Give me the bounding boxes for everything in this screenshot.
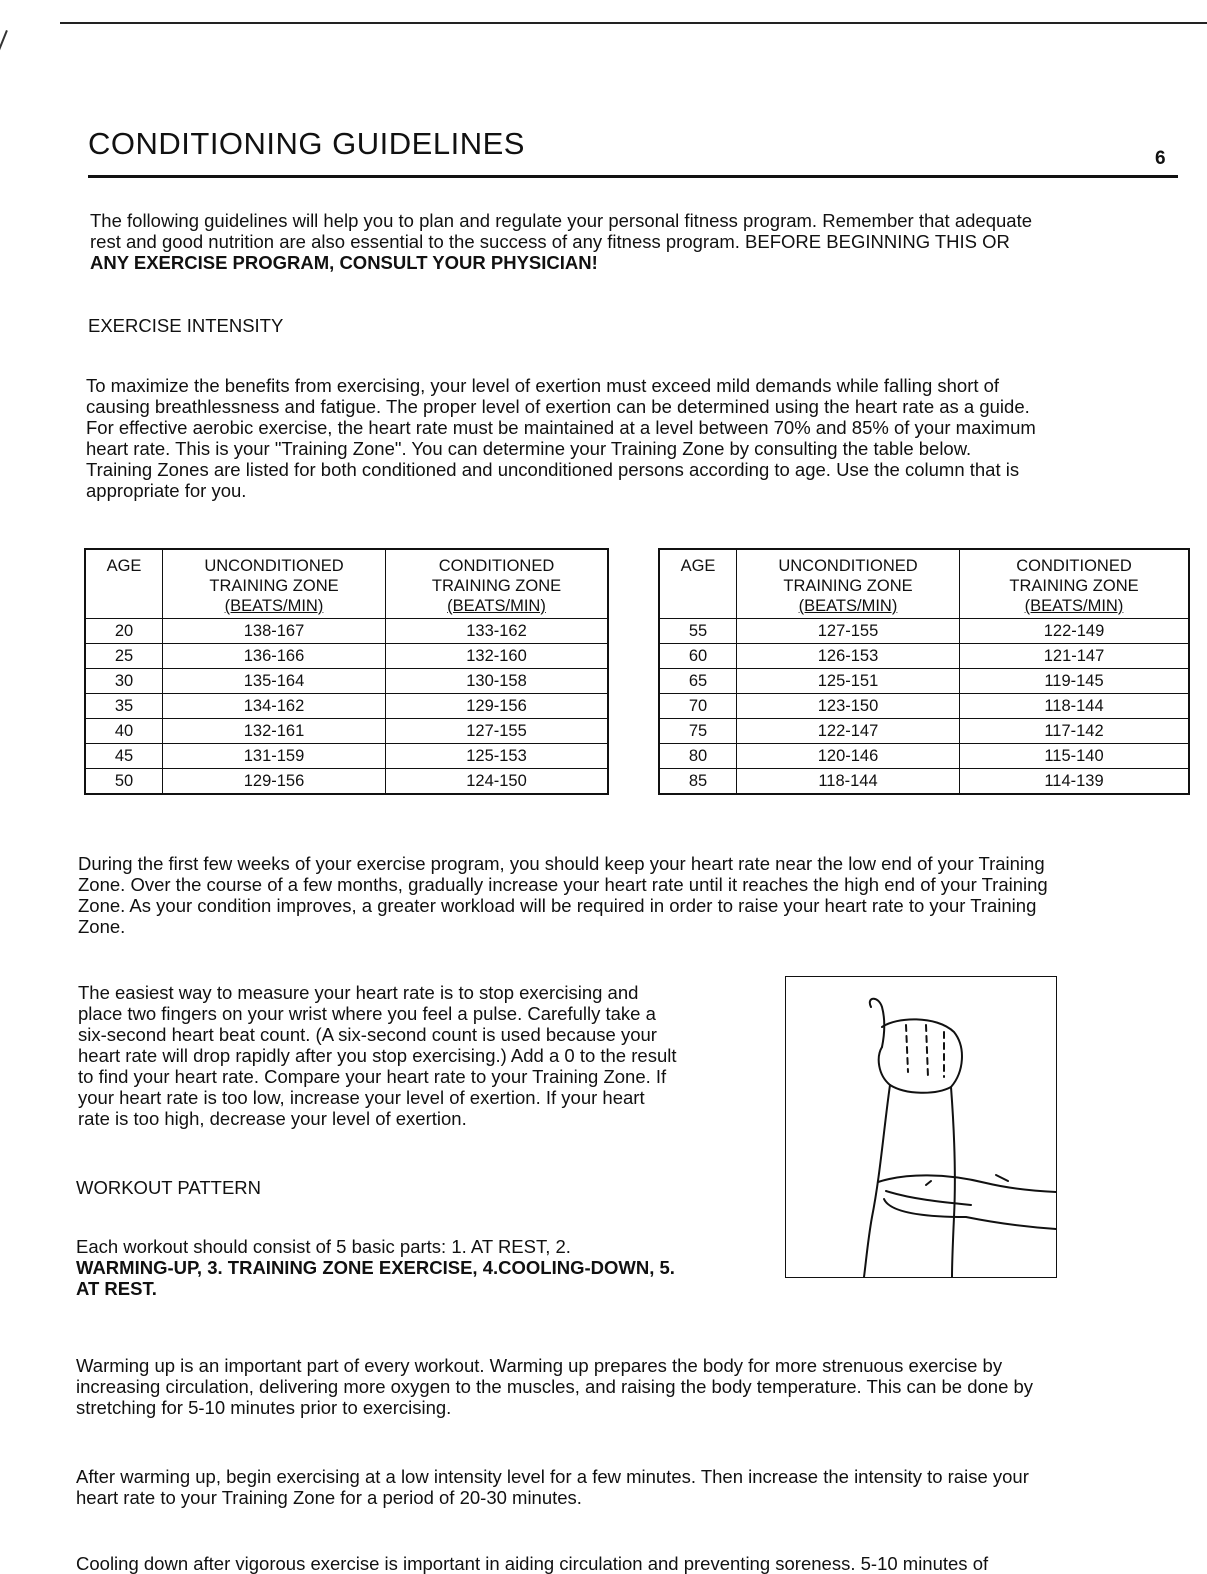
workout-line: AT REST.	[76, 1278, 157, 1299]
warmup-paragraph	[76, 1355, 1176, 1418]
conditioned-zone-cell: 127-155	[386, 719, 609, 744]
page-number: 6	[1155, 148, 1166, 169]
unconditioned-zone-cell: 132-161	[163, 719, 386, 744]
unconditioned-header	[737, 549, 960, 619]
workout-paragraph	[76, 1236, 776, 1299]
conditioned-zone-cell: 130-158	[386, 669, 609, 694]
header-line: TRAINING ZONE	[1009, 577, 1139, 595]
intensity-line: appropriate for you.	[86, 480, 247, 501]
header-line: (BEATS/MIN)	[798, 597, 898, 615]
thumb-outline	[870, 999, 885, 1047]
conditioned-zone-cell: 117-142	[960, 719, 1190, 744]
pulse-check-illustration	[785, 976, 1057, 1278]
table-row	[659, 619, 1189, 644]
age-cell: 80	[659, 744, 737, 769]
cooldown-partial-line: Cooling down after vigorous exercise is important in aiding circulation and preventing soreness. 5-10 minutes of	[76, 1553, 989, 1574]
header-line: UNCONDITIONED	[778, 557, 918, 575]
intro-line: rest and good nutrition are also essential to the success of any fitness program. BEFORE BEGINNING THIS OR	[90, 231, 1010, 252]
age-cell: 75	[659, 719, 737, 744]
conditioned-zone-cell: 129-156	[386, 694, 609, 719]
table-row	[659, 744, 1189, 769]
table-row	[85, 644, 608, 669]
title-rule	[88, 175, 1178, 178]
measure-line: place two fingers on your wrist where you feel a pulse. Carefully take a	[78, 1003, 656, 1024]
intensity-line: To maximize the benefits from exercising, your level of exertion must exceed mild demands while falling short of	[86, 375, 1000, 396]
measure-line: your heart rate is too low, increase your level of exertion. If your heart	[78, 1087, 645, 1108]
intensity-line: Training Zones are listed for both conditioned and unconditioned persons according to age. Use the column that is	[86, 459, 1020, 480]
age-cell: 60	[659, 644, 737, 669]
age-cell: 30	[85, 669, 163, 694]
unconditioned-zone-cell: 135-164	[163, 669, 386, 694]
age-cell: 25	[85, 644, 163, 669]
forearm-right-edge	[951, 1087, 955, 1277]
age-cell: 45	[85, 744, 163, 769]
workout-pattern-heading: WORKOUT PATTERN	[76, 1177, 261, 1198]
unconditioned-zone-cell: 136-166	[163, 644, 386, 669]
table-row	[85, 619, 608, 644]
unconditioned-header	[163, 549, 386, 619]
warmup-line: Warming up is an important part of every workout. Warming up prepares the body for more strenuous exercise by	[76, 1355, 1003, 1376]
conditioned-zone-cell: 115-140	[960, 744, 1190, 769]
measure-line: heart rate will drop rapidly after you stop exercising.) Add a 0 to the result	[78, 1045, 677, 1066]
unconditioned-zone-cell: 126-153	[737, 644, 960, 669]
table-row	[85, 744, 608, 769]
table-row	[659, 694, 1189, 719]
progress-line: Zone.	[78, 916, 126, 937]
scan-mark	[0, 30, 8, 133]
page-title: CONDITIONING GUIDELINES	[88, 126, 525, 161]
hand-bottom-outline	[884, 1199, 1056, 1229]
warmup-line: increasing circulation, delivering more oxygen to the muscles, and raising the body temperature. This can be done by	[76, 1376, 1034, 1397]
unconditioned-zone-cell: 131-159	[163, 744, 386, 769]
header-line: UNCONDITIONED	[204, 557, 344, 575]
workout-line: Each workout should consist of 5 basic parts: 1. AT REST, 2.	[76, 1236, 571, 1257]
measure-paragraph	[78, 982, 778, 1129]
header-line: TRAINING ZONE	[431, 577, 562, 595]
table-row	[659, 719, 1189, 744]
table-row	[85, 694, 608, 719]
conditioned-zone-cell: 124-150	[386, 769, 609, 795]
unconditioned-zone-cell: 129-156	[163, 769, 386, 795]
header-line: CONDITIONED	[1016, 557, 1132, 575]
conditioned-zone-cell: 114-139	[960, 769, 1190, 795]
header-line: (BEATS/MIN)	[224, 597, 324, 615]
progress-paragraph	[78, 853, 1178, 937]
unconditioned-zone-cell: 120-146	[737, 744, 960, 769]
exercise-line: After warming up, begin exercising at a low intensity level for a few minutes. Then increase the intensity to raise your	[76, 1466, 1029, 1487]
tendon-mark	[926, 1181, 931, 1185]
intro-paragraph	[90, 210, 1170, 273]
header-line: (BEATS/MIN)	[1024, 597, 1124, 615]
table-row	[85, 769, 608, 795]
age-cell: 50	[85, 769, 163, 795]
intensity-line: heart rate. This is your "Training Zone". You can determine your Training Zone by consulting the table below.	[86, 438, 972, 459]
top-scan-rule	[60, 22, 1207, 24]
table-row	[659, 669, 1189, 694]
measure-line: The easiest way to measure your heart rate is to stop exercising and	[78, 982, 639, 1003]
age-cell: 55	[659, 619, 737, 644]
intensity-line: causing breathlessness and fatigue. The proper level of exertion can be determined using the heart rate as a guide.	[86, 396, 1030, 417]
age-header: AGE	[85, 549, 163, 619]
age-cell: 70	[659, 694, 737, 719]
conditioned-zone-cell: 122-149	[960, 619, 1190, 644]
age-header: AGE	[659, 549, 737, 619]
conditioned-zone-cell: 118-144	[960, 694, 1190, 719]
fist-outline	[879, 1019, 962, 1092]
progress-line: Zone. As your condition improves, a greater workload will be required in order to raise your heart rate to your Training	[78, 895, 1037, 916]
training-zone-table-left	[84, 548, 609, 795]
measure-line: rate is too high, decrease your level of exertion.	[78, 1108, 467, 1129]
hand-top-outline	[878, 1175, 1056, 1192]
unconditioned-zone-cell: 122-147	[737, 719, 960, 744]
exercise-paragraph	[76, 1466, 1176, 1508]
conditioned-zone-cell: 133-162	[386, 619, 609, 644]
progress-line: Zone. Over the course of a few months, gradually increase your heart rate until it reaches the high end of your Training	[78, 874, 1048, 895]
header-line: TRAINING ZONE	[209, 577, 339, 595]
age-cell: 20	[85, 619, 163, 644]
unconditioned-zone-cell: 123-150	[737, 694, 960, 719]
exercise-line: heart rate to your Training Zone for a period of 20-30 minutes.	[76, 1487, 582, 1508]
intensity-paragraph	[86, 375, 1176, 501]
header-line: TRAINING ZONE	[783, 577, 913, 595]
training-zone-table-right	[658, 548, 1190, 795]
index-finger	[886, 1191, 971, 1205]
conditioned-zone-cell: 125-153	[386, 744, 609, 769]
intensity-line: For effective aerobic exercise, the heart rate must be maintained at a level between 70% and 85% of your maximum	[86, 417, 1036, 438]
conditioned-zone-cell: 132-160	[386, 644, 609, 669]
unconditioned-zone-cell: 134-162	[163, 694, 386, 719]
table-row	[85, 719, 608, 744]
intro-line: ANY EXERCISE PROGRAM, CONSULT YOUR PHYSICIAN!	[90, 252, 598, 273]
header-line: (BEATS/MIN)	[447, 597, 546, 615]
age-cell: 40	[85, 719, 163, 744]
age-cell: 65	[659, 669, 737, 694]
unconditioned-zone-cell: 125-151	[737, 669, 960, 694]
table-row	[659, 644, 1189, 669]
table-row	[659, 769, 1189, 795]
unconditioned-zone-cell: 118-144	[737, 769, 960, 795]
unconditioned-zone-cell: 127-155	[737, 619, 960, 644]
table-row	[85, 669, 608, 694]
wrist-pulse-drawing	[786, 977, 1056, 1277]
workout-line: WARMING-UP, 3. TRAINING ZONE EXERCISE, 4.COOLING-DOWN, 5.	[76, 1257, 675, 1278]
progress-line: During the first few weeks of your exercise program, you should keep your heart rate near the low end of your Training	[78, 853, 1045, 874]
conditioned-header	[386, 549, 609, 619]
age-cell: 35	[85, 694, 163, 719]
conditioned-zone-cell: 121-147	[960, 644, 1190, 669]
header-line: CONDITIONED	[438, 557, 555, 575]
conditioned-header	[960, 549, 1190, 619]
finger-lines	[906, 1025, 944, 1077]
measure-line: six-second heart beat count. (A six-second count is used because your	[78, 1024, 657, 1045]
warmup-line: stretching for 5-10 minutes prior to exercising.	[76, 1397, 452, 1418]
exercise-intensity-heading: EXERCISE INTENSITY	[88, 315, 284, 336]
intro-line: The following guidelines will help you to plan and regulate your personal fitness program. Remember that adequate	[90, 210, 1033, 231]
forearm-left-edge	[864, 1085, 890, 1277]
conditioned-zone-cell: 119-145	[960, 669, 1190, 694]
measure-line: to find your heart rate. Compare your heart rate to your Training Zone. If	[78, 1066, 667, 1087]
age-cell: 85	[659, 769, 737, 795]
unconditioned-zone-cell: 138-167	[163, 619, 386, 644]
knuckle-mark	[996, 1175, 1008, 1181]
